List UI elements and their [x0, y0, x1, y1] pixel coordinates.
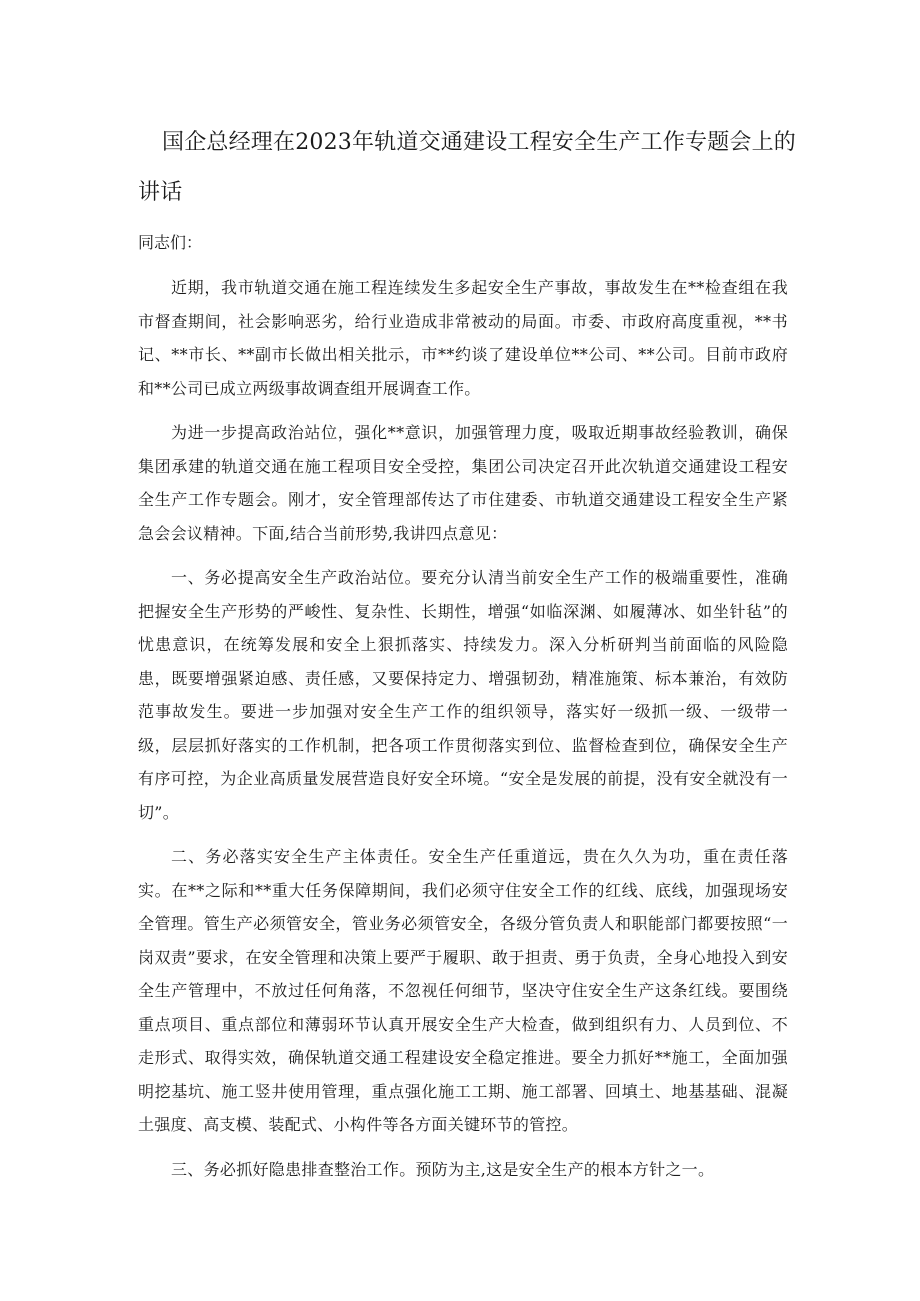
document-title: 国企总经理在2023年轨道交通建设工程安全生产工作专题会上的讲话	[138, 130, 796, 205]
salutation: 同志们：	[138, 233, 203, 252]
paragraph-point-two: 二、务必落实安全生产主体责任。安全生产任重道远，贵在久久为功，重在责任落实。在**之际和**重大任务保障期间，我们必须守住安全工作的红线、底线，加强现场安全管理。管生产必须管安全，管业务必须管安全，各级分管负责人和职能部门都要按照“一岗双责”要求，在安全管理和决策上要严于履职、敢于担责、勇于负责，全身心地投入到安全生产管理中，不放过任何角落，不忽视任何细节，坚决守住安全生产这条红线。要围绕重点项目、重点部位和薄弱环节认真开展安全生产大检查，做到组织有力、人员到位、不走形式、取得实效，确保轨道交通工程建设安全稳定推进。要全力抓好**施工，全面加强明挖基坑、施工竖井使用管理，重点强化施工工期、施工部署、回填土、地基基础、混凝土强度、高支模、装配式、小构件等各方面关键环节的管控。	[138, 847, 788, 1134]
paragraph-point-one: 一、务必提高安全生产政治站位。要充分认清当前安全生产工作的极端重要性，准确把握安全生产形势的严峻性、复杂性、长期性，增强“如临深渊、如履薄冰、如坐针毡”的忧患意识，在统筹发展和安全上狠抓落实、持续发力。深入分析研判当前面临的风险隐患，既要增强紧迫感、责任感，又要保持定力、增强韧劲，精准施策、标本兼治，有效防范事故发生。要进一步加强对安全生产工作的组织领导，落实好一级抓一级、一级带一级，层层抓好落实的工作机制，把各项工作贯彻落实到位、监督检查到位，确保安全生产有序可控，为企业高质量发展营造良好安全环境。“安全是发展的前提，没有安全就没有一切”。	[138, 568, 788, 822]
paragraph-purpose: 为进一步提高政治站位，强化**意识，加强管理力度，吸取近期事故经验教训，确保集团承建的轨道交通在施工程项目安全受控，集团公司决定召开此次轨道交通建设工程安全生产工作专题会。刚才，安全管理部传达了市住建委、市轨道交通建设工程安全生产紧急会会议精神。下面,结合当前形势,我讲四点意见：	[138, 423, 788, 543]
paragraph-point-three: 三、务必抓好隐患排查整治工作。预防为主,这是安全生产的根本方针之一。	[171, 1159, 715, 1179]
document-body	[138, 226, 788, 1197]
paragraph-intro: 近期，我市轨道交通在施工程连续发生多起安全生产事故，事故发生在**检查组在我市督查期间，社会影响恶劣，给行业造成非常被动的局面。市委、市政府高度重视，**书记、**市长、**副市长做出相关批示，市**约谈了建设单位**公司、**公司。目前市政府和**公司已成立两级事故调查组开展调查工作。	[138, 278, 788, 398]
